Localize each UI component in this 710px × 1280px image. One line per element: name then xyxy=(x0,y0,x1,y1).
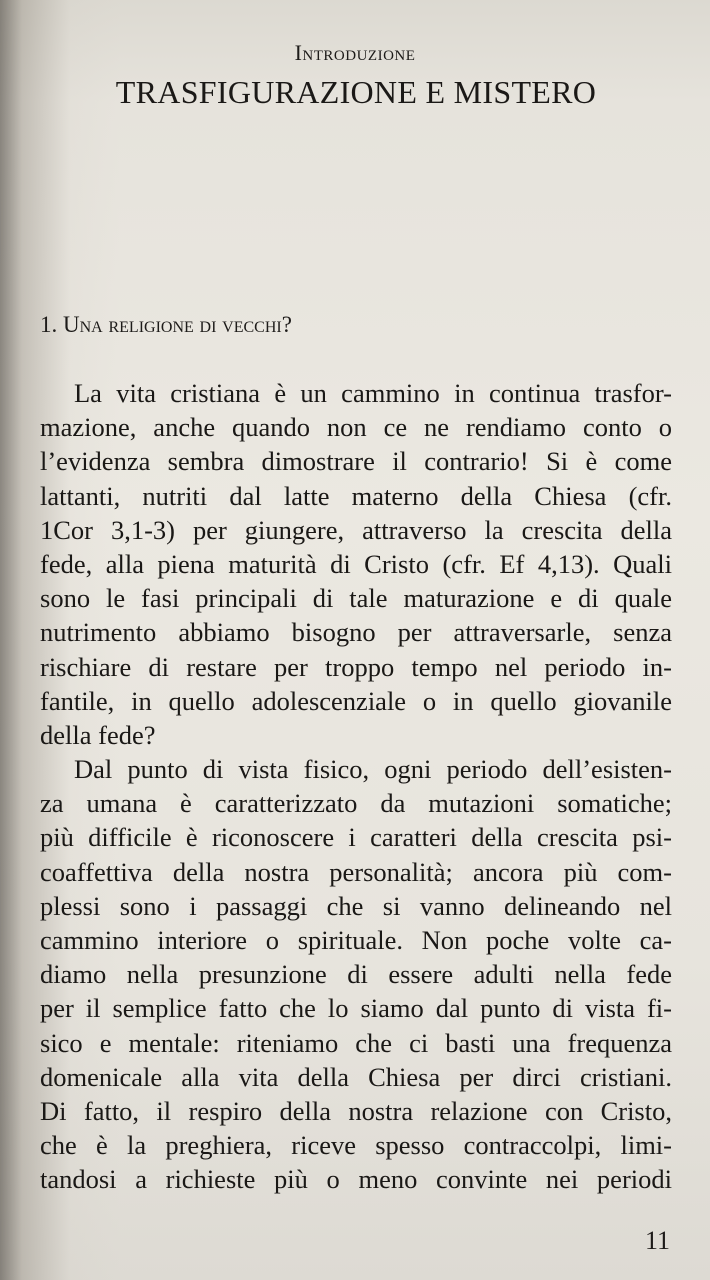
section-heading: 1. Una religione di vecchi? xyxy=(40,312,292,337)
text-line: per il semplice fatto che lo siamo dal punto di vista fi- xyxy=(40,993,672,1024)
text-line: tandosi a richieste più o meno convinte nei periodi xyxy=(40,1164,672,1195)
text-line: sico e mentale: riteniamo che ci basti una frequenza xyxy=(40,1027,672,1058)
text-line: sono le fasi principali di tale maturazione e di quale xyxy=(40,583,672,614)
chapter-title: TRASFIGURAZIONE E MISTERO xyxy=(115,74,597,110)
text-line: fede, alla piena maturità di Cristo (cfr. Ef 4,13). Quali xyxy=(40,548,672,579)
text-line: più difficile è riconoscere i caratteri della crescita psi- xyxy=(40,822,672,853)
text-line: coaffettiva della nostra personalità; ancora più com- xyxy=(40,856,672,887)
text-line: Dal punto di vista fisico, ogni periodo dell’esisten- xyxy=(74,754,672,785)
text-line: rischiare di restare per troppo tempo nel periodo in- xyxy=(40,651,672,682)
page-number: 11 xyxy=(644,1226,670,1255)
text-line: fantile, in quello adolescenziale o in quello giovanile xyxy=(40,685,672,716)
text-line: La vita cristiana è un cammino in continua trasfor- xyxy=(74,378,672,408)
chapter-label: Introduzione xyxy=(294,40,416,65)
text-line: cammino interiore o spirituale. Non poche volte ca- xyxy=(40,925,672,955)
text-line: diamo nella presunzione di essere adulti nella fede xyxy=(40,959,672,990)
text-line: mazione, anche quando non ce ne rendiamo conto o xyxy=(40,412,672,443)
text-line: Di fatto, il respiro della nostra relazione con Cristo, xyxy=(40,1095,672,1126)
text-line: l’evidenza sembra dimostrare il contrario! Si è come xyxy=(40,446,672,477)
text-line: che è la preghiera, riceve spesso contraccolpi, limi- xyxy=(40,1130,672,1161)
text-line: nutrimento abbiamo bisogno per attraversarle, senza xyxy=(40,617,672,648)
text-line: domenicale alla vita della Chiesa per dirci cristiani. xyxy=(40,1061,672,1092)
body-text xyxy=(40,376,672,1197)
text-line: della fede? xyxy=(40,719,156,750)
text-line: za umana è caratterizzato da mutazioni somatiche; xyxy=(40,788,672,819)
text-line: lattanti, nutriti dal latte materno della Chiesa (cfr. xyxy=(40,480,672,511)
text-line: 1Cor 3,1-3) per giungere, attraverso la crescita della xyxy=(40,514,672,545)
text-line: plessi sono i passaggi che si vanno delineando nel xyxy=(40,890,672,921)
